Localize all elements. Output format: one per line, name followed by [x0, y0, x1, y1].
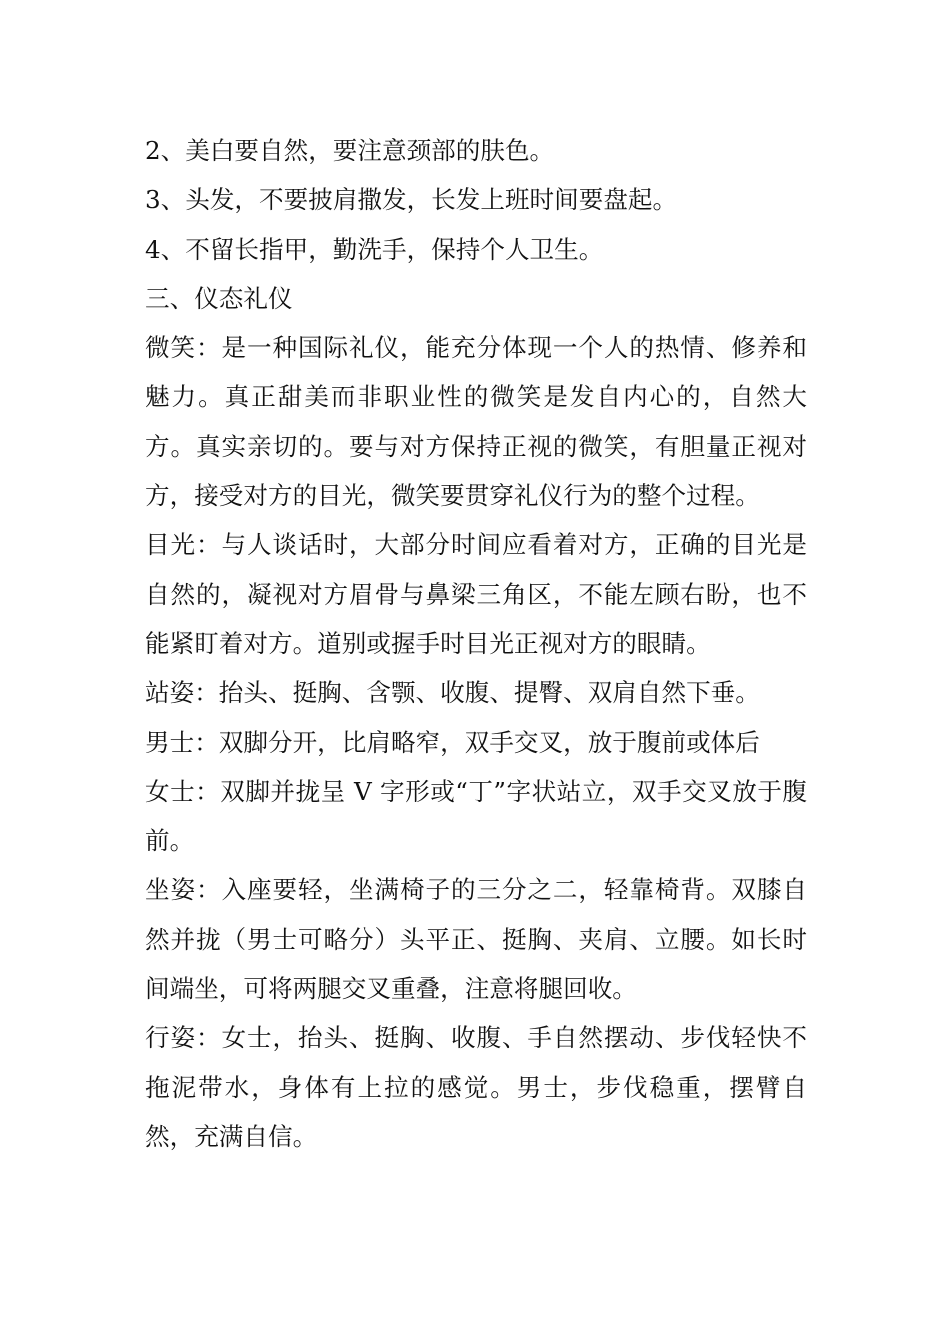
paragraph-hair: 3、头发，不要披肩撒发，长发上班时间要盘起。: [145, 185, 678, 215]
paragraph-sitting-posture: 坐姿：入座要轻，坐满椅子的三分之二，轻靠椅背。双膝自然并拢（男士可略分）头平正、挺胸、夹肩、立腰。如长时间端坐，可将两腿交叉重叠，注意将腿回收。: [145, 875, 807, 1004]
paragraph-whitening: 2、美白要自然，要注意颈部的肤色。: [145, 136, 555, 165]
paragraph-standing-posture: 站姿：抬头、挺胸、含颚、收腹、提臀、双肩自然下垂。: [145, 678, 760, 708]
document-body: [145, 126, 807, 1161]
paragraph-nails: 4、不留长指甲，勤洗手，保持个人卫生。: [145, 234, 604, 264]
paragraph-standing-men: 男士：双脚分开，比肩略窄，双手交叉，放于腹前或体后: [145, 727, 760, 757]
paragraph-smile: 微笑：是一种国际礼仪，能充分体现一个人的热情、修养和魅力。真正甜美而非职业性的微笑是发自内心的，自然大方。真实亲切的。要与对方保持正视的微笑，有胆量正视对方，接受对方的目光，微笑要贯穿礼仪行为的整个过程。: [145, 333, 807, 511]
paragraph-gaze: 目光：与人谈话时，大部分时间应看着对方，正确的目光是自然的，凝视对方眉骨与鼻梁三角区，不能左顾右盼，也不能紧盯着对方。道别或握手时目光正视对方的眼睛。: [145, 530, 807, 658]
section-heading-posture-etiquette: 三、仪态礼仪: [145, 283, 293, 313]
paragraph-walking-posture: 行姿：女士，抬头、挺胸、收腹、手自然摆动、步伐轻快不拖泥带水，身体有上拉的感觉。男士，步伐稳重，摆臂自然，充满自信。: [145, 1023, 807, 1151]
paragraph-standing-women: 女士：双脚并拢呈 V 字形或“丁”字状站立，双手交叉放于腹前。: [145, 776, 807, 856]
